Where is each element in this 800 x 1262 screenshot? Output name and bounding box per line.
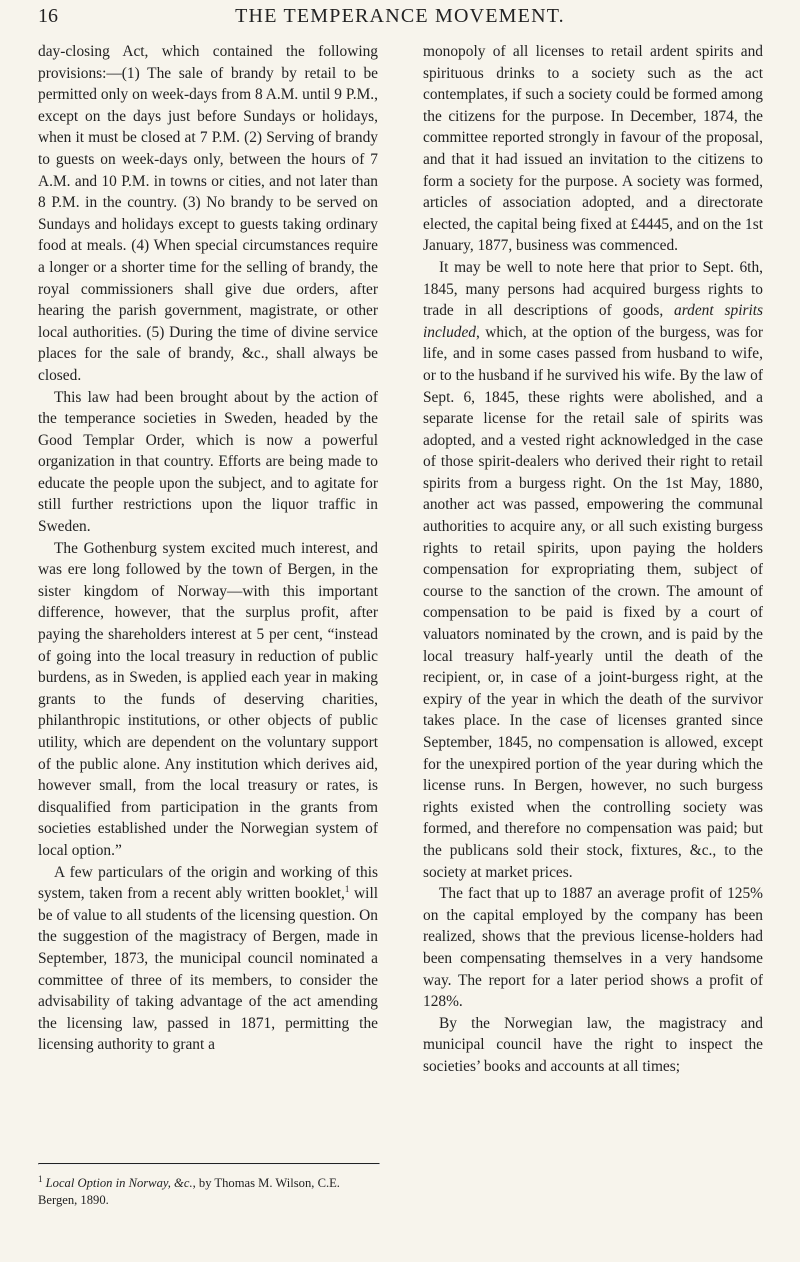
footnote-reference: 1 [344,884,350,895]
running-head: THE TEMPERANCE MOVEMENT. [235,5,565,27]
footnote-text: , by Thomas M. Wilson, C.E. Bergen, 1890. [38,1176,340,1207]
paragraph-text: will be of value to all students of the licensing question. On the suggestion of the magistracy of Bergen, made in September, 1873, the municipal council nominated a committee of three of its members, to consider the advisability of taking advantage of the act amending the licensing law, passed in 1871, permitting the licensing authority to grant a [38,885,378,1054]
footnote-title: Local Option in Norway, &c. [45,1176,193,1190]
paragraph: The fact that up to 1887 an average profit of 125% on the capital employed by the company has been realized, shows that the previous license-holders had been compensating themselves in a very handsome way. The report for a later period shows a profit of 128%. [423,885,763,1011]
paragraph: day-closing Act, which contained the following provisions:—(1) The sale of brandy by retail to be permitted only on week-days from 8 A.M. until 9 P.M., except on the days just before Sundays or holidays, when it must be closed at 7 P.M. (2) Serving of brandy to guests on week-days only, between the hours of 7 A.M. and 10 P.M. in towns or cities, and not later than 8 P.M. in the country. (3) No brandy to be served on Sundays and holidays except to guests taking ordinary food at meals. (4) When special circumstances require a longer or a shorter time for the selling of brandy, the royal commissioners shall give due orders, after hearing the parish government, magistrate, or other local authorities. (5) During the time of divine service places for the sale of brandy, &c., shall always be closed. [38,43,378,384]
paragraph: monopoly of all licenses to retail ardent spirits and spirituous drinks to a society such as the act contemplates, if such a society could be formed among the citizens for the purpose. In December, 1874, the committee reported strongly in favour of the proposal, and that it had issued an invitation to the citizens to form a society for the purpose. A society was formed, articles of association adopted, and a directorate elected, the capital being fixed at £4445, and on the 1st January, 1877, business was commenced. [423,43,763,255]
paragraph: The Gothenburg system excited much interest, and was ere long followed by the town of Bergen, in the sister kingdom of Norway—with this important difference, however, that the surplus profit, after paying the shareholders interest at 5 per cent, “instead of going into the local treasury in reduction of public burdens, as in Sweden, is applied each year in making grants to the funds of deserving charities, philanthropic institutions, or other objects of public utility, which are dependent on the voluntary support of the public alone. Any institution which derives aid, however small, from the local treasury or rates, is disqualified from participation in the grants from societies established under the Norwegian system of local option.” [38,539,378,859]
paragraph-text: A few particulars of the origin and working of this system, taken from a recent ably written booklet, [38,863,378,903]
paragraph: By the Norwegian law, the magistracy and municipal council have the right to inspect the societies’ books and accounts at all times; [423,1014,763,1075]
paragraph [38,862,378,1056]
paragraph-text: It may be well to note here that prior to Sept. 6th, 1845, many persons had acquired burgess rights to trade in all descriptions of goods, [423,258,763,320]
footnote-marker: 1 [38,1173,43,1184]
footnote [38,1175,378,1209]
paragraph: This law had been brought about by the action of the temperance societies in Sweden, headed by the Good Templar Order, which is now a powerful organization in that country. Efforts are being made to educate the people upon the subject, and to agitate for still further restrictions upon the liquor traffic in Sweden. [38,388,378,536]
italic-phrase: ardent spirits included [423,302,764,341]
paragraph [423,257,763,883]
paragraph-text: , which, at the option of the burgess, was for life, and in some cases passed from husband to wife, or to the husband if he survived his wife. By the law of Sept. 6, 1845, these rights were abolished, and a separate license for the retail sale of spirits was adopted, and a vested right acknowledged in the case of those spirit-dealers who derived their right to retail spirits from a burgess right. On the 1st May, 1880, another act was passed, empowering the communal authorities to acquire any, or all such existing burgess rights to retail spirits, upon paying the holders compensation for expropriating them, subject of course to the sanction of the crown. The amount of compensation to be paid is fixed by a court of valuators nominated by the crown, and is paid by the local treasury half-yearly until the death of the recipient, or, in case of a joint-burgess right, at the expiry of the year in which the death of the survivor takes place. In the case of licenses granted since September, 1845, no compensation is allowed, except for the unexpired portion of the year during which the license runs. In Bergen, however, no such burgess rights existed when the controlling society was formed, and therefore no compensation was paid; but the publicans sold their stock, fixtures, &c., to the society at market prices. [423,323,763,881]
footnote-divider [38,1163,380,1165]
right-column [423,41,763,1078]
left-column [38,41,378,1056]
page-number: 16 [38,5,58,27]
